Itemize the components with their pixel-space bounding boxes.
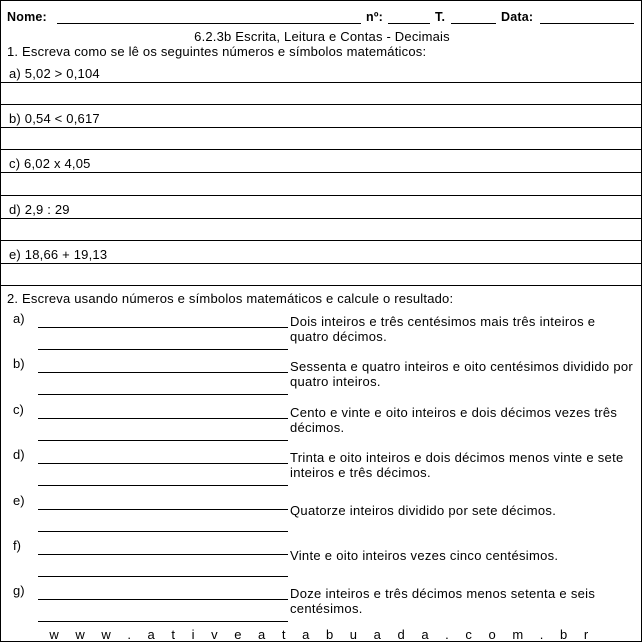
q2-e-answer-line-2[interactable] (38, 531, 288, 532)
q2-b-answer-line-1[interactable] (38, 372, 288, 373)
q2-g-answer-line-1[interactable] (38, 599, 288, 600)
q2-d-answer-line-2[interactable] (38, 485, 288, 486)
q2-item-d-text: Trinta e oito inteiros e dois décimos menos vinte e sete inteiros e três décimos. (290, 450, 624, 480)
q2-d-answer-line-1[interactable] (38, 463, 288, 464)
q2-item-a-text: Dois inteiros e três centésimos mais três inteiros e quatro décimos. (290, 314, 596, 344)
q2-item-a-label: a) (13, 311, 25, 326)
date-label: Data: (501, 10, 534, 24)
q1-item-d: d) 2,9 : 29 (9, 202, 70, 217)
q2-item-c-text: Cento e vinte e oito inteiros e dois décimos vezes três décimos. (290, 405, 618, 435)
q2-prompt: 2. Escreva usando números e símbolos matemáticos e calcule o resultado: (7, 291, 454, 306)
q2-e-answer-line-1[interactable] (38, 509, 288, 510)
q2-c-answer-line-1[interactable] (38, 418, 288, 419)
q1-e-answer-line-1[interactable] (1, 263, 642, 264)
q2-f-answer-line-1[interactable] (38, 554, 288, 555)
q2-item-d-label: d) (13, 447, 25, 462)
q2-item-e-text: Quatorze inteiros dividido por sete décimos. (290, 503, 557, 518)
q1-c-answer-line-2[interactable] (1, 195, 642, 196)
number-blank[interactable] (388, 23, 430, 24)
q1-d-answer-line-1[interactable] (1, 218, 642, 219)
q1-item-b: b) 0,54 < 0,617 (9, 111, 100, 126)
q2-c-answer-line-2[interactable] (38, 440, 288, 441)
q2-item-g-label: g) (13, 583, 25, 598)
q2-item-f-text: Vinte e oito inteiros vezes cinco centésimos. (290, 548, 559, 563)
q1-b-answer-line-2[interactable] (1, 149, 642, 150)
q1-item-c: c) 6,02 x 4,05 (9, 156, 91, 171)
footer-website: w w w . a t i v e a t a b u a d a . c o m . b r (49, 627, 595, 642)
q1-d-answer-line-2[interactable] (1, 240, 642, 241)
q2-item-b-text: Sessenta e quatro inteiros e oito centésimos dividido por quatro inteiros. (290, 359, 634, 389)
name-blank[interactable] (57, 23, 361, 24)
q1-item-e: e) 18,66 + 19,13 (9, 247, 108, 262)
q1-a-answer-line-1[interactable] (1, 82, 642, 83)
date-blank[interactable] (540, 23, 634, 24)
q2-item-b-label: b) (13, 356, 25, 371)
worksheet-title: 6.2.3b Escrita, Leitura e Contas - Decimais (194, 29, 450, 44)
q1-prompt: 1. Escreva como se lê os seguintes números e símbolos matemáticos: (7, 44, 427, 59)
q2-f-answer-line-2[interactable] (38, 576, 288, 577)
q1-c-answer-line-1[interactable] (1, 172, 642, 173)
q2-b-answer-line-2[interactable] (38, 394, 288, 395)
q1-e-answer-line-2[interactable] (1, 285, 642, 286)
q2-item-e-label: e) (13, 493, 25, 508)
q2-a-answer-line-1[interactable] (38, 327, 288, 328)
class-blank[interactable] (451, 23, 496, 24)
q1-item-a: a) 5,02 > 0,104 (9, 66, 100, 81)
q2-item-f-label: f) (13, 538, 21, 553)
q1-a-answer-line-2[interactable] (1, 104, 642, 105)
q1-b-answer-line-1[interactable] (1, 127, 642, 128)
q2-item-c-label: c) (13, 402, 24, 417)
class-label: T. (435, 10, 446, 24)
q2-g-answer-line-2[interactable] (38, 621, 288, 622)
name-label: Nome: (7, 10, 47, 24)
q2-a-answer-line-2[interactable] (38, 349, 288, 350)
q2-item-g-text: Doze inteiros e três décimos menos setenta e seis centésimos. (290, 586, 596, 616)
number-label: nº: (366, 10, 383, 24)
